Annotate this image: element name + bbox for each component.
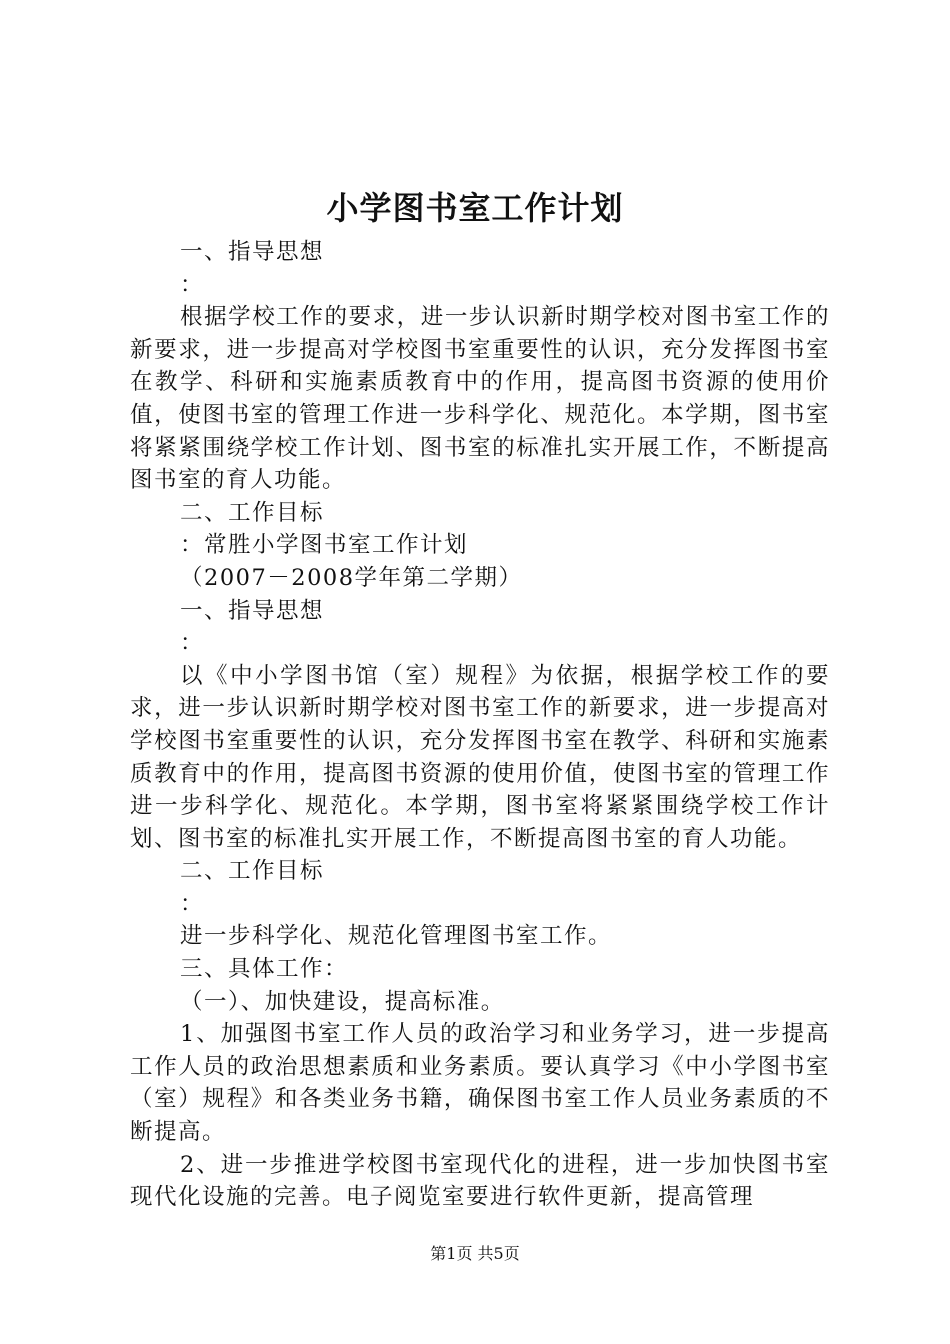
page-footer: 第1页 共5页 [430,1244,520,1263]
document-title: 小学图书室工作计划 [326,189,624,227]
paragraph-regulations: 以《中小学图书馆（室）规程》为依据，根据学校工作的要求，进一步认识新时期学校对图书室工作的新要求，进一步提高对学校图书室重要性的认识，充分发挥图书室在教学、科研和实施素质教育中的作用，提高图书资源的使用价值，使图书室的管理工作进一步科学化、规范化。本学期，图书室将紧紧围绕学校工作计划、图书室的标准扎实开展工作，不断提高图书室的育人功能。 [130,662,830,852]
colon-line-2: ： [180,630,205,657]
heading-guiding-ideology-2: 一、指导思想 [180,597,325,624]
subtitle-plan: ：常胜小学图书室工作计划 [180,532,469,559]
colon-line-3: ： [180,890,205,917]
heading-work-goals: 二、工作目标 [180,499,325,526]
paragraph-item-2: 2、进一步推进学校图书室现代化的进程，进一步加快图书室现代化设施的完善。电子阅览室要进行软件更新，提高管理 [130,1151,830,1211]
paragraph-goal: 进一步科学化、规范化管理图书室工作。 [180,923,613,950]
colon-line: ： [180,271,205,298]
paragraph-item-1: 1、加强图书室工作人员的政治学习和业务学习，进一步提高工作人员的政治思想素质和业务素质。要认真学习《中小学图书室（室）规程》和各类业务书籍，确保图书室工作人员业务素质的不断提高。 [130,1021,830,1146]
heading-guiding-ideology: 一、指导思想 [180,239,325,265]
heading-specific-work: 三、具体工作： [180,956,349,983]
subtitle-semester: （2007－2008学年第二学期） [180,564,523,591]
heading-subsection-1: （一）、加快建设，提高标准。 [180,988,505,1015]
paragraph-intro: 根据学校工作的要求，进一步认识新时期学校对图书室工作的新要求，进一步提高对学校图书室重要性的认识，充分发挥图书室在教学、科研和实施素质教育中的作用，提高图书资源的使用价值，使图书室的管理工作进一步科学化、规范化。本学期，图书室将紧紧围绕学校工作计划、图书室的标准扎实开展工作，不断提高图书室的育人功能。 [130,304,830,494]
heading-work-goals-2: 二、工作目标 [180,858,325,885]
document-body [130,236,830,1214]
